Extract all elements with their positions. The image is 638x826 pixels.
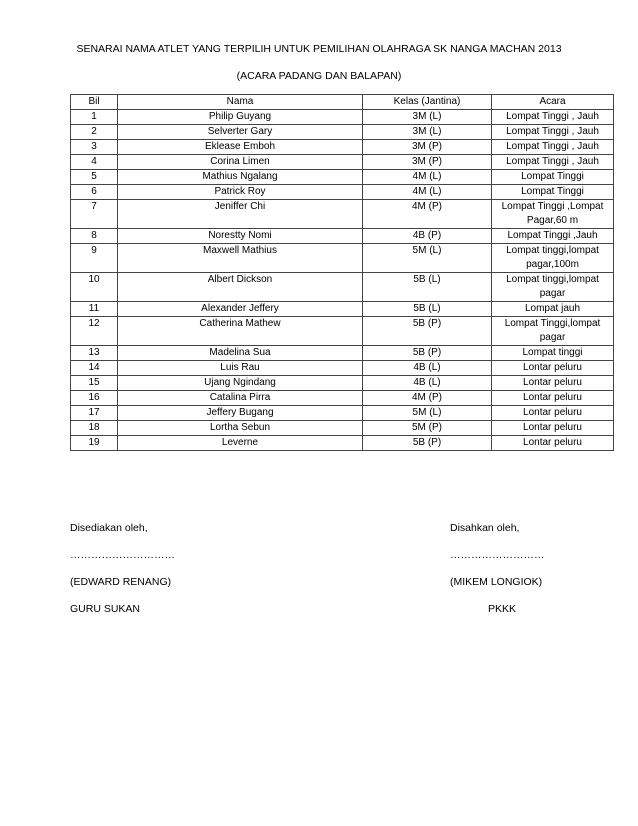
cell-kelas: 4M (L) [363,170,492,185]
cell-acara [492,376,614,391]
cell-bil: 2 [71,125,118,140]
cell-kelas: 5M (P) [363,421,492,436]
cell-nama: Ujang Ngindang [118,376,363,391]
cell-bil: 11 [71,302,118,317]
cell-kelas: 3M (L) [363,125,492,140]
cell-kelas: 5M (L) [363,244,492,273]
acara-line: Lompat Tinggi , Jauh [506,111,599,122]
cell-kelas: 4B (L) [363,376,492,391]
cell-bil: 18 [71,421,118,436]
table-row [71,273,614,302]
cell-acara [492,317,614,346]
table-row [71,376,614,391]
cell-bil: 3 [71,140,118,155]
document-title: SENARAI NAMA ATLET YANG TERPILIH UNTUK PEMILIHAN OLAHRAGA SK NANGA MACHAN 2013 [76,43,562,55]
cell-nama: Leverne [118,436,363,451]
approved-by-signature-line: ……………………… [450,549,545,561]
cell-kelas: 3M (P) [363,140,492,155]
table-row [71,391,614,406]
cell-acara [492,406,614,421]
acara-line: Lontar peluru [523,422,582,433]
cell-bil: 16 [71,391,118,406]
acara-line: Lompat Tinggi ,Lompat [501,201,604,212]
acara-line: Pagar,60 m [526,215,579,226]
prepared-by-position: GURU SUKAN [70,603,141,615]
prepared-by-label: Disediakan oleh, [70,522,148,534]
cell-kelas: 4M (P) [363,391,492,406]
acara-line: Lontar peluru [523,407,582,418]
document-subtitle: (ACARA PADANG DAN BALAPAN) [236,70,402,82]
cell-nama: Jeffery Bugang [118,406,363,421]
cell-kelas: 4M (P) [363,200,492,229]
table-row [71,244,614,273]
cell-kelas: 4B (P) [363,229,492,244]
table-row [71,200,614,229]
cell-bil: 4 [71,155,118,170]
cell-bil: 15 [71,376,118,391]
cell-nama: Patrick Roy [118,185,363,200]
cell-nama: Catherina Mathew [118,317,363,346]
cell-nama: Selverter Gary [118,125,363,140]
athlete-table [70,94,614,451]
cell-kelas: 4M (L) [363,185,492,200]
cell-nama: Mathius Ngalang [118,170,363,185]
acara-line: Lontar peluru [523,377,582,388]
cell-acara [492,140,614,155]
cell-acara [492,110,614,125]
cell-nama: Luis Rau [118,361,363,376]
acara-line: Lompat tinggi,lompat [506,274,599,285]
cell-kelas: 3M (L) [363,110,492,125]
acara-line: Lompat tinggi [522,347,583,358]
table-row [71,110,614,125]
table-row [71,406,614,421]
cell-kelas: 3M (P) [363,155,492,170]
cell-kelas: 5B (L) [363,273,492,302]
cell-acara [492,302,614,317]
cell-kelas: 5B (P) [363,436,492,451]
cell-acara [492,346,614,361]
table-row [71,361,614,376]
cell-bil: 1 [71,110,118,125]
table-header-row [71,95,614,110]
cell-kelas: 5B (P) [363,346,492,361]
acara-line: Lontar peluru [523,437,582,448]
cell-nama: Corina Limen [118,155,363,170]
acara-line: Lompat tinggi,lompat [506,245,599,256]
cell-acara [492,185,614,200]
cell-acara [492,273,614,302]
table-row [71,346,614,361]
acara-line: pagar [539,288,566,299]
prepared-by-name: (EDWARD RENANG) [70,576,172,588]
acara-line: Lontar peluru [523,392,582,403]
cell-kelas: 5B (P) [363,317,492,346]
cell-nama: Norestty Nomi [118,229,363,244]
cell-acara [492,229,614,244]
prepared-by-signature-line: ………………………… [70,549,175,561]
cell-kelas: 5B (L) [363,302,492,317]
table-row [71,302,614,317]
cell-acara [492,436,614,451]
cell-bil: 6 [71,185,118,200]
cell-nama: Maxwell Mathius [118,244,363,273]
acara-line: Lompat Tinggi , Jauh [506,156,599,167]
table-row [71,155,614,170]
cell-acara [492,125,614,140]
acara-line: Lompat Tinggi,lompat [504,318,601,329]
table-row [71,317,614,346]
cell-bil: 7 [71,200,118,229]
cell-nama: Philip Guyang [118,110,363,125]
acara-line: Lontar peluru [523,362,582,373]
header-kelas: Kelas (Jantina) [363,95,492,110]
table-row [71,185,614,200]
table-row [71,436,614,451]
cell-bil: 12 [71,317,118,346]
cell-acara [492,421,614,436]
acara-line: Lompat Tinggi ,Jauh [507,230,598,241]
acara-line: pagar,100m [526,259,579,270]
cell-bil: 13 [71,346,118,361]
cell-acara [492,170,614,185]
table-row [71,170,614,185]
table-row [71,421,614,436]
cell-bil: 14 [71,361,118,376]
cell-acara [492,244,614,273]
cell-kelas: 4B (L) [363,361,492,376]
cell-bil: 17 [71,406,118,421]
table-row [71,125,614,140]
table-row [71,140,614,155]
cell-bil: 10 [71,273,118,302]
cell-nama: Catalina Pirra [118,391,363,406]
approved-by-name: (MIKEM LONGIOK) [450,576,543,588]
cell-bil: 8 [71,229,118,244]
approved-by-label: Disahkan oleh, [450,522,520,534]
cell-bil: 5 [71,170,118,185]
cell-bil: 9 [71,244,118,273]
cell-nama: Alexander Jeffery [118,302,363,317]
header-acara: Acara [492,95,614,110]
cell-kelas: 5M (L) [363,406,492,421]
acara-line: Lompat Tinggi , Jauh [506,126,599,137]
table-body [71,110,614,451]
cell-nama: Madelina Sua [118,346,363,361]
acara-line: Lompat Tinggi , Jauh [506,141,599,152]
header-bil: Bil [71,95,118,110]
cell-acara [492,200,614,229]
acara-line: Lompat Tinggi [521,186,584,197]
cell-nama: Albert Dickson [118,273,363,302]
cell-nama: Jeniffer Chi [118,200,363,229]
acara-line: pagar [539,332,566,343]
cell-nama: Lortha Sebun [118,421,363,436]
header-nama: Nama [118,95,363,110]
cell-bil: 19 [71,436,118,451]
approved-by-position: PKKK [488,603,517,615]
cell-acara [492,361,614,376]
cell-nama: Eklease Emboh [118,140,363,155]
cell-acara [492,155,614,170]
acara-line: Lompat jauh [524,303,581,314]
table-row [71,229,614,244]
acara-line: Lompat Tinggi [521,171,584,182]
cell-acara [492,391,614,406]
